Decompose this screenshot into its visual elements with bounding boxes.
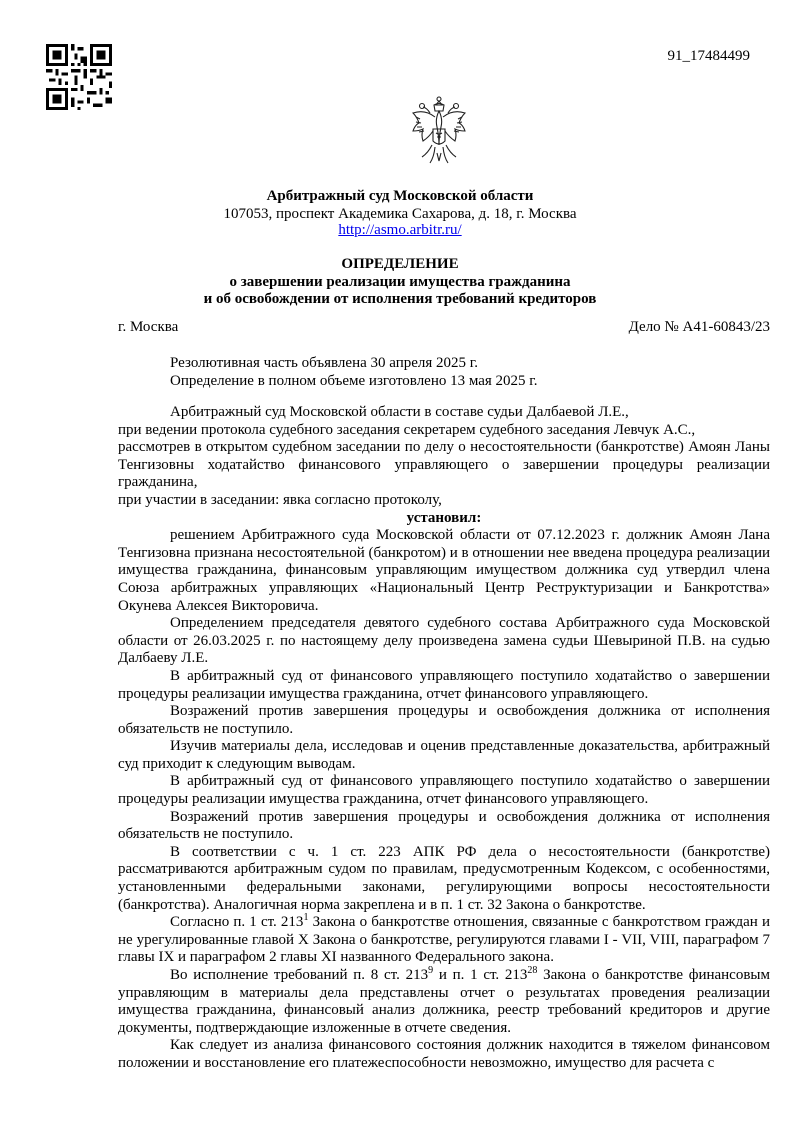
paragraph: Как следует из анализа финансового состояния должник находится в тяжелом финансовом положении и восстановление его платежеспособности невозможно, имущество для расчета с bbox=[118, 1037, 770, 1071]
document-subtitle-line2: и об освобождении от исполнения требований кредиторов bbox=[203, 291, 597, 307]
paragraph: Возражений против завершения процедуры и освобождения должника от исполнения обязательств не поступило. bbox=[118, 703, 770, 737]
court-name: Арбитражный суд Московской области bbox=[266, 188, 534, 204]
dates-block bbox=[170, 354, 538, 390]
paragraph: решением Арбитражного суда Московской области от 07.12.2023 г. должник Амоян Лана Тенгизовна признана несостоятельной (банкротом) и в отношении нее введена процедура реализации имущества гражданина, финансовым управляющим имуществом должника суд утвердил члена Союза арбитражных управляющих «Национальный Центр Реструктуризации и Банкротства» Окунева Алексея Викторовича. bbox=[118, 527, 770, 614]
text-run: Закона о банкротстве отношения, связанные с банкротством граждан и не урегулированные главой X Закона о банкротстве, регулируются главами I - VII, VIII, параграфом 7 главы IX и параграфом 2 главы XI названного Федерального закона. bbox=[118, 914, 770, 966]
document-title: ОПРЕДЕЛЕНИЕ bbox=[341, 256, 459, 272]
paragraph bbox=[118, 967, 770, 1037]
paragraph: В арбитражный суд от финансового управляющего поступило ходатайство о завершении процедуры реализации имущества гражданина, отчет финансового управляющего. bbox=[118, 773, 770, 808]
coat-of-arms-emblem bbox=[408, 95, 470, 169]
paragraph: В арбитражный суд от финансового управляющего поступило ходатайство о завершении процедуры реализации имущества гражданина, отчет финансового управляющего. bbox=[118, 667, 770, 702]
established-heading: установил: bbox=[406, 509, 482, 526]
paragraph: Возражений против завершения процедуры и освобождения должника от исполнения обязательств не поступило. bbox=[118, 808, 770, 843]
superscript: 1 bbox=[303, 912, 309, 924]
paragraph: Изучив материалы дела, исследовав и оценив представленные доказательства, арбитражный суд приходит к следующим выводам. bbox=[118, 738, 770, 772]
text-run: Во исполнение требований п. 8 ст. 213 bbox=[170, 967, 429, 983]
paragraph-attendance: при участии в заседании: явка согласно протоколу, bbox=[118, 491, 442, 508]
document-subtitle-line1: о завершении реализации имущества гражданина bbox=[229, 274, 571, 290]
paragraph-composition: Арбитражный суд Московской области в составе судьи Далбаевой Л.Е., bbox=[170, 404, 629, 420]
qr-code bbox=[46, 44, 112, 110]
paragraph-considered: рассмотрев в открытом судебном заседании по делу о несостоятельности (банкротстве) Амоян Ланы Тенгизовны ходатайство финансового управляющего о завершении процедуры реализации гражданина, bbox=[118, 439, 770, 491]
court-address: 107053, проспект Академика Сахарова, д. 18, г. Москва bbox=[223, 206, 577, 222]
court-url-wrap bbox=[0, 221, 800, 239]
paragraph-protocol: при ведении протокола судебного заседания секретарем судебного заседания Левчук А.С., bbox=[118, 421, 696, 438]
case-number: Дело № А41-60843/23 bbox=[628, 319, 770, 335]
document-body bbox=[118, 404, 770, 1073]
full-text-date: Определение в полном объеме изготовлено 13 мая 2025 г. bbox=[170, 373, 538, 389]
resolution-date: Резолютивная часть объявлена 30 апреля 2025 г. bbox=[170, 355, 478, 371]
paragraph: Определением председателя девятого судебного состава Арбитражного суда Московской области от 26.03.2025 г. по настоящему делу произведена замена судьи Шевыриной П.В. на судью Далбаеву Л.Е. bbox=[118, 615, 770, 667]
text-run: и п. 1 ст. 213 bbox=[433, 967, 528, 983]
court-url-link[interactable]: http://asmo.arbitr.ru/ bbox=[338, 222, 462, 238]
text-run: Согласно п. 1 ст. 213 bbox=[170, 914, 304, 931]
paragraph: В соответствии с ч. 1 ст. 223 АПК РФ дела о несостоятельности (банкротстве) рассматриваются арбитражным судом по правилам, предусмотренным Кодексом, с особенностями, установленными федеральными законами, регулирующими вопросы несостоятельности (банкротства). Аналогичная норма закреплена и в п. 1 ст. 32 Закона о банкротстве. bbox=[118, 843, 770, 913]
document-number: 91_17484499 bbox=[667, 48, 750, 64]
paragraph bbox=[118, 914, 770, 967]
superscript: 28 bbox=[527, 965, 538, 976]
superscript: 9 bbox=[428, 965, 434, 976]
city: г. Москва bbox=[118, 319, 179, 335]
text-run: Закона о банкротстве финансовым управляющим в материалы дела представлены отчет о результатах проведения реализации имущества гражданина, финансовый анализ должника, реестр требований кредиторов и другие документы, подтверждающие изложенные в отчете сведения. bbox=[118, 967, 770, 1036]
